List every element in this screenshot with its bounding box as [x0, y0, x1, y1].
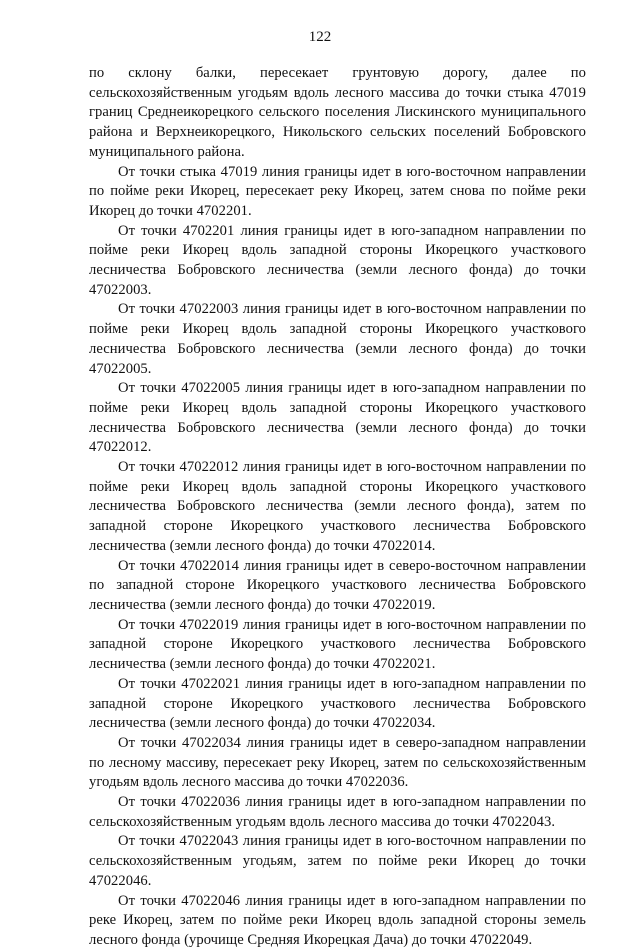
paragraph: От точки 47022014 линия границы идет в северо-восточном направлении по западной стороне Икорецкого участкового лесничества Бобровского лесничества (земли лесного фонда) до точки 47022019.: [89, 557, 586, 613]
paragraph: От точки 4702201 линия границы идет в юго-западном направлении по пойме реки Икорец вдоль западной стороны Икорецкого участкового лесничества Бобровского лесничества (земли лесного фонда) до точки 47022003.: [89, 222, 586, 298]
page-number: 122: [308, 29, 332, 45]
paragraph: по склону балки, пересекает грунтовую дорогу, далее по сельскохозяйственным угодьям вдоль лесного массива до точки стыка 47019 границ Среднеикорецкого сельского поселения Лискинского муниципального района и Верхнеикорецкого, Никольского сельских поселений Бобровского муниципального района.: [89, 65, 586, 160]
paragraph: От точки 47022046 линия границы идет в юго-западном направлении по реке Икорец, затем по пойме реки Икорец вдоль западной стороны земель лесного фонда (урочище Средняя Икорецкая Дача) до точки 47022049.: [89, 892, 586, 948]
paragraph: От точки 47022019 линия границы идет в юго-восточном направлении по западной стороне Икорецкого участкового лесничества Бобровского лесничества (земли лесного фонда) до точки 47022021.: [89, 616, 586, 673]
paragraph: От точки 47022036 линия границы идет в юго-западном направлении по сельскохозяйственным угодьям вдоль лесного массива до точки 47022043.: [89, 794, 586, 830]
paragraph: От точки 47022043 линия границы идет в юго-восточном направлении по сельскохозяйственным угодьям, затем по пойме реки Икорец до точки 47022046.: [89, 833, 586, 889]
paragraph: От точки стыка 47019 линия границы идет в юго-восточном направлении по пойме реки Икорец, пересекает реку Икорец, затем снова по пойме реки Икорец до точки 4702201.: [89, 163, 586, 219]
paragraph: От точки 47022034 линия границы идет в северо-западном направлении по лесному массиву, пересекает реку Икорец, затем по сельскохозяйственным угодьям вдоль лесного массива до точки 47022036.: [89, 734, 586, 791]
paragraph: От точки 47022005 линия границы идет в юго-западном направлении по пойме реки Икорец вдоль западной стороны Икорецкого участкового лесничества Бобровского лесничества (земли лесного фонда) до точки 47022012.: [89, 380, 586, 456]
paragraph: От точки 47022012 линия границы идет в юго-восточном направлении по пойме реки Икорец вдоль западной стороны Икорецкого участкового лесничества Бобровского лесничества (земли лесного фонда), затем по западной стороне Икорецкого участкового лесничества Бобровского лесничества (земли лесного фонда) до точки 47022014.: [89, 459, 586, 554]
paragraph: От точки 47022021 линия границы идет в юго-западном направлении по западной стороне Икорецкого участкового лесничества Бобровского лесничества (земли лесного фонда) до точки 47022034.: [89, 675, 586, 732]
document-body: [89, 64, 586, 951]
paragraph: От точки 47022003 линия границы идет в юго-восточном направлении по пойме реки Икорец вдоль западной стороны Икорецкого участкового лесничества Бобровского лесничества (земли лесного фонда) до точки 47022005.: [89, 301, 586, 377]
